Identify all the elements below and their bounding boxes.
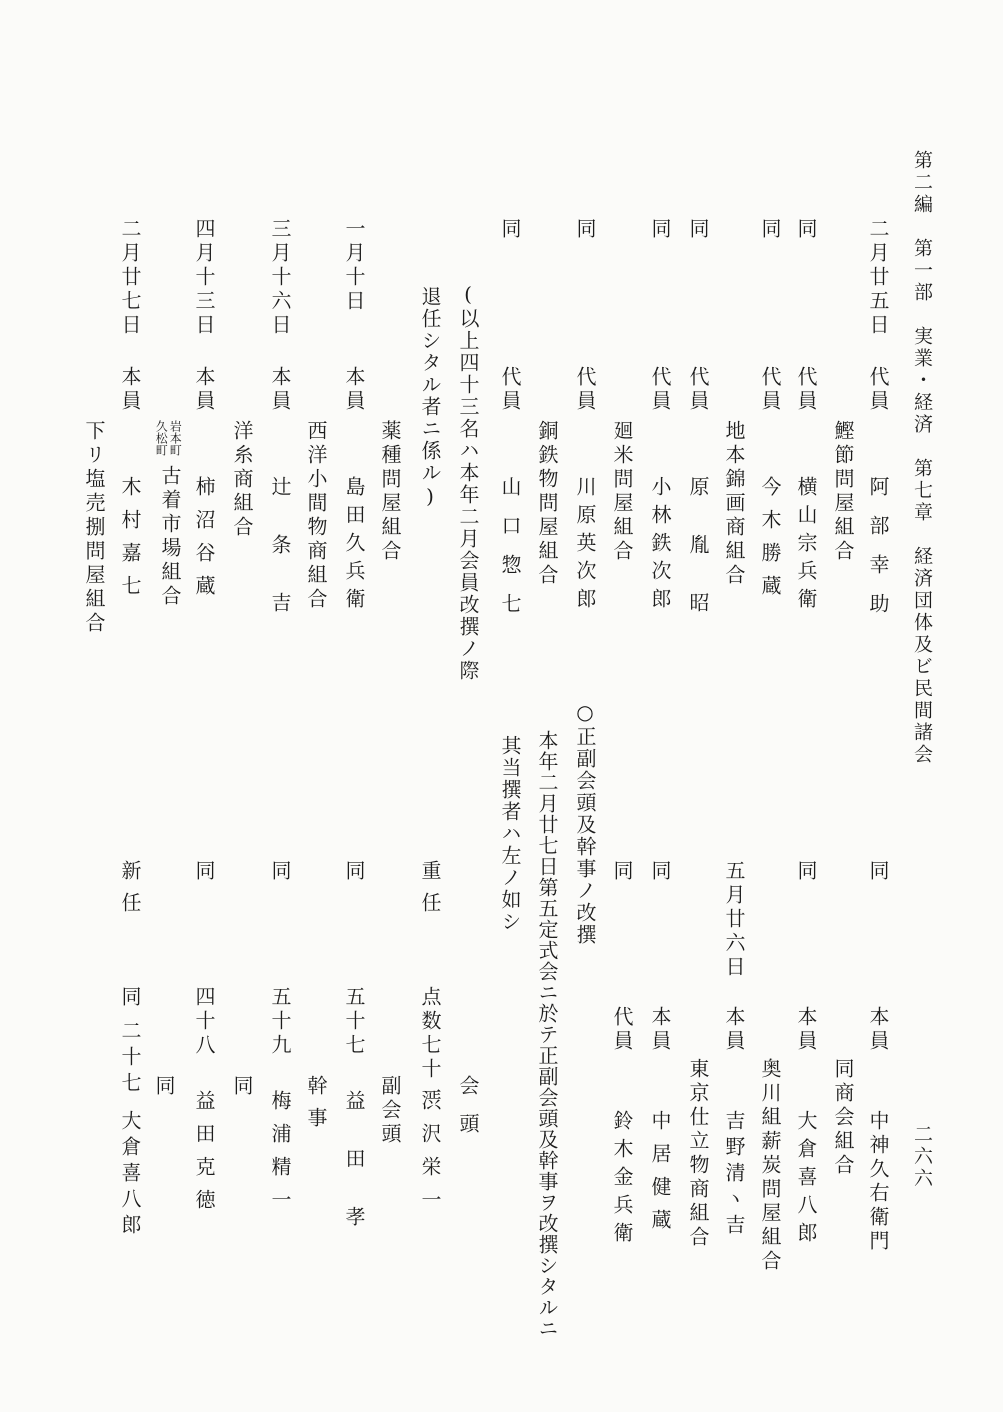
office-label: 副会頭	[378, 1075, 402, 1147]
upper-note: 退任シタル者ニ係ル)	[418, 286, 442, 510]
upper-role: 本員	[268, 366, 292, 414]
upper-date: 二月廿五日	[866, 218, 890, 338]
upper-name: 今木勝蔵	[758, 476, 782, 608]
office-label: 幹事	[304, 1075, 328, 1139]
upper-org: 古着市場組合	[158, 465, 182, 609]
result-votes-prefix: 同	[118, 986, 142, 1010]
upper-name: 原胤昭	[686, 476, 710, 650]
result-votes: 二十七	[118, 1020, 142, 1098]
upper-role: 代員	[498, 366, 522, 414]
lower-role: 本員	[794, 1006, 818, 1054]
result-kind: 同	[268, 860, 292, 884]
office-label: 会頭	[456, 1075, 480, 1151]
lower-org: 奥川組薪炭問屋組合	[758, 1058, 782, 1274]
result-votes: 五十七	[342, 986, 366, 1058]
upper-name: 木村嘉七	[118, 476, 142, 608]
lower-role: 本員	[648, 1006, 672, 1054]
upper-org: 下リ塩売捌問屋組合	[82, 420, 106, 636]
upper-date: 一月十日	[342, 218, 366, 314]
result-name: 益田克徳	[192, 1090, 216, 1222]
running-title: 第二編 第一部 実業・経済 第七章 経済団体及ビ民間諸会	[911, 150, 933, 766]
upper-role: 本員	[118, 366, 142, 414]
upper-date: 二月廿七日	[118, 218, 142, 338]
result-votes: 四十八	[192, 986, 216, 1058]
upper-org: 地本錦画商組合	[722, 420, 746, 588]
lower-date: 同	[648, 860, 672, 884]
result-kind: 同	[192, 860, 216, 884]
result-name: 大倉喜八郎	[118, 1110, 142, 1240]
upper-name: 辻条吉	[268, 476, 292, 650]
lower-org: 同商会組合	[831, 1058, 855, 1178]
lower-role: 本員	[722, 1006, 746, 1054]
result-kind: 重任	[418, 860, 442, 924]
upper-date: 同	[686, 218, 710, 242]
result-name: 渋沢栄一	[418, 1090, 442, 1222]
upper-role: 代員	[794, 366, 818, 414]
lower-date: 同	[794, 860, 818, 884]
upper-org: 洋糸商組合	[230, 420, 254, 540]
upper-org-small: 久松町	[154, 420, 169, 456]
lower-name: 中神久右衛門	[866, 1110, 890, 1254]
lower-name: 大倉喜八郎	[794, 1110, 818, 1250]
lower-date: 五月廿六日	[722, 860, 746, 980]
result-name: 梅浦精一	[268, 1090, 292, 1222]
upper-name: 阿部幸助	[866, 476, 890, 632]
lower-date: 同	[610, 860, 634, 884]
result-kind: 新任	[118, 860, 142, 924]
result-kind: 同	[342, 860, 366, 884]
lower-name: 鈴木金兵衛	[610, 1110, 634, 1250]
upper-name: 柿沼谷蔵	[192, 476, 216, 608]
lower-date: 同	[866, 860, 890, 884]
upper-date: 四月十三日	[192, 218, 216, 338]
upper-name: 横山宗兵衛	[794, 476, 818, 616]
upper-role: 代員	[866, 366, 890, 414]
office-label: 同	[152, 1075, 176, 1099]
result-votes: 点数七十一	[418, 986, 442, 1106]
page-number: 二六六	[911, 1124, 933, 1190]
upper-name: 山口惣七	[498, 476, 522, 632]
upper-date: 同	[498, 218, 522, 242]
lower-org: 東京仕立物商組合	[686, 1058, 710, 1250]
upper-role: 代員	[686, 366, 710, 414]
upper-org: 銅鉄物問屋組合	[535, 420, 559, 588]
section-intro: 其当撰者ハ左ノ如シ	[498, 735, 522, 933]
upper-org: 薬種問屋組合	[378, 420, 402, 564]
lower-name: 中居健蔵	[648, 1110, 672, 1242]
upper-org-small: 岩本町	[168, 420, 183, 456]
upper-note: (以上四十三名ハ本年二月会員改撰ノ際	[456, 282, 480, 682]
upper-org: 西洋小間物商組合	[304, 420, 328, 612]
section-title: ○正副会頭及幹事ノ改撰	[573, 700, 597, 946]
office-label: 同	[230, 1075, 254, 1099]
upper-date: 同	[573, 218, 597, 242]
upper-date: 三月十六日	[268, 218, 292, 338]
upper-date: 同	[758, 218, 782, 242]
upper-role: 代員	[758, 366, 782, 414]
upper-name: 小林鉄次郎	[648, 476, 672, 616]
lower-name: 吉野清ヽ吉	[722, 1110, 746, 1240]
lower-role: 本員	[866, 1006, 890, 1054]
upper-org: 廻米問屋組合	[610, 420, 634, 564]
upper-role: 代員	[648, 366, 672, 414]
upper-org: 鰹節問屋組合	[831, 420, 855, 564]
upper-name: 川原英次郎	[573, 476, 597, 616]
upper-date: 同	[794, 218, 818, 242]
upper-name: 島田久兵衛	[342, 476, 366, 616]
result-votes: 五十九	[268, 986, 292, 1058]
section-intro: 本年二月廿七日第五定式会ニ於テ正副会頭及幹事ヲ改撰シタルニ	[535, 730, 559, 1339]
result-name: 益田孝	[342, 1090, 366, 1264]
lower-role: 代員	[610, 1006, 634, 1054]
upper-date: 同	[648, 218, 672, 242]
upper-role: 本員	[192, 366, 216, 414]
upper-role: 代員	[573, 366, 597, 414]
upper-role: 本員	[342, 366, 366, 414]
